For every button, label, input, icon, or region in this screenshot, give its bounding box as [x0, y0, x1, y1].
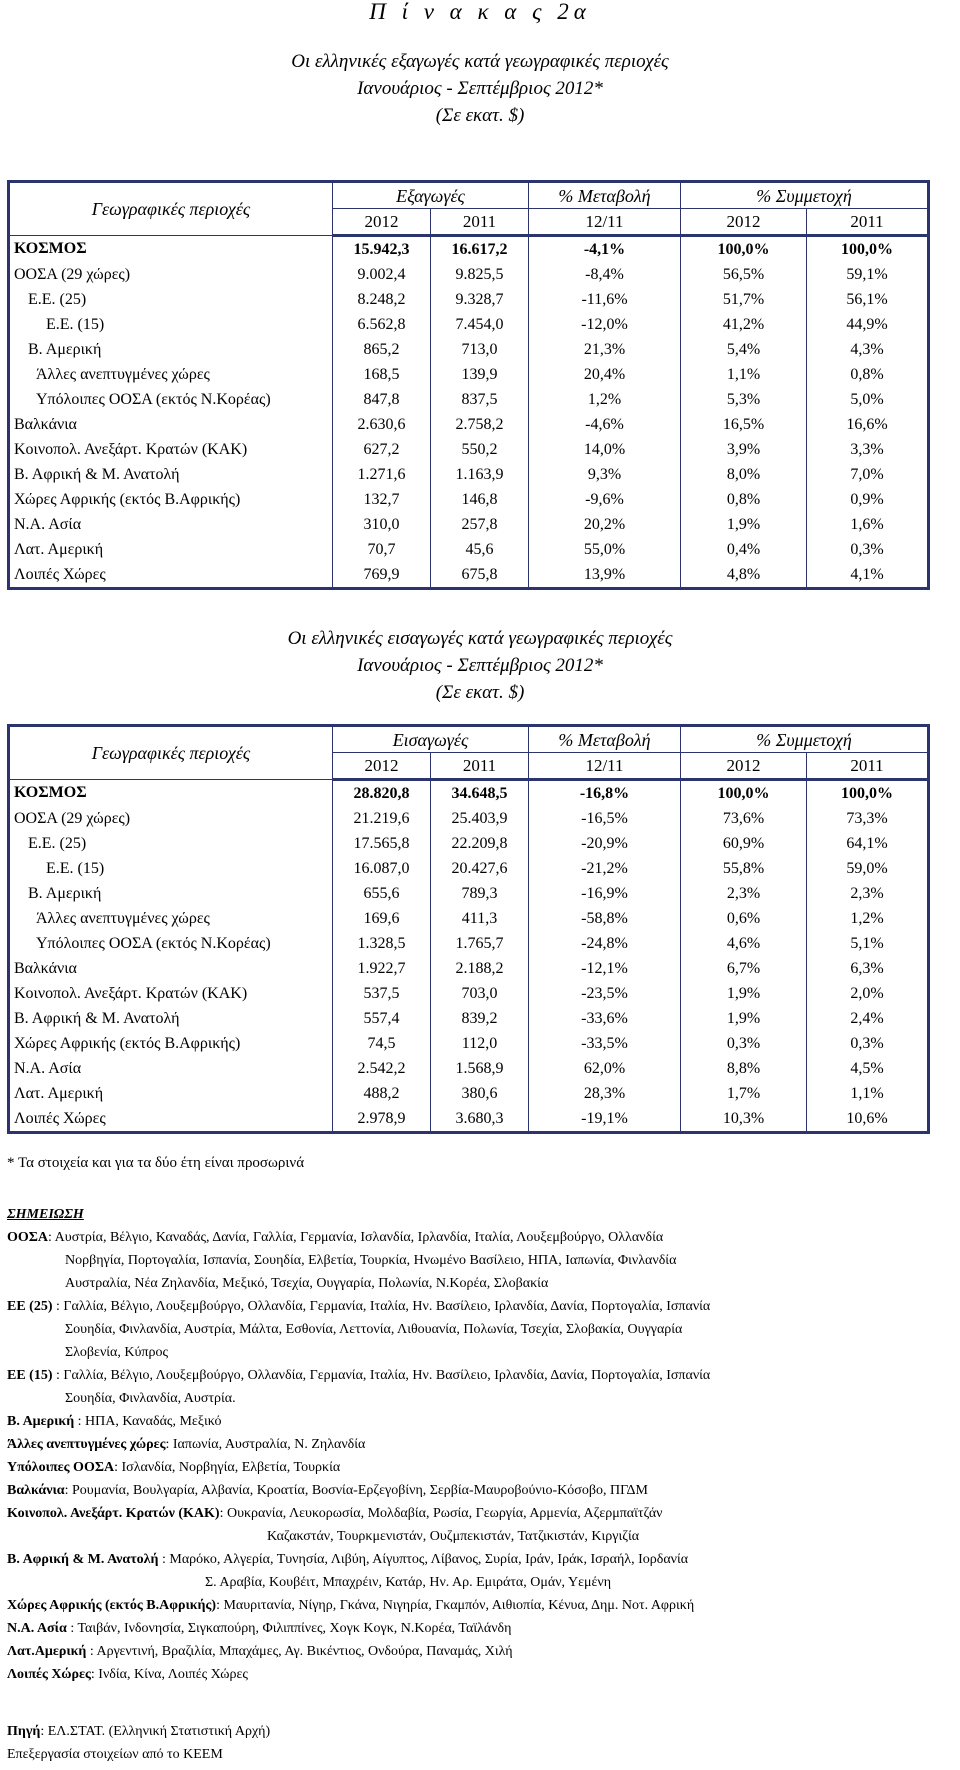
value-cell-s2011: 4,1%: [807, 562, 929, 589]
value-cell-v2011: 9.328,7: [431, 287, 529, 312]
value-cell-v2012: 70,7: [333, 537, 431, 562]
notes-heading: ΣΗΜΕΙΩΣΗ: [7, 1207, 84, 1222]
value-cell-s2012: 0,6%: [681, 906, 807, 931]
region-cell: Β. Αφρική & Μ. Ανατολή: [14, 1009, 180, 1027]
region-cell: Β. Αφρική & Μ. Ανατολή: [14, 465, 180, 483]
region-cell: Υπόλοιπες ΟΟΣΑ (εκτός Ν.Κορέας): [36, 934, 271, 952]
note-text-restoecd: : Ισλανδία, Νορβηγία, Ελβετία, Τουρκία: [114, 1460, 341, 1475]
notes-section: [7, 1203, 947, 1686]
region-cell: Ε.Ε. (25): [28, 834, 87, 852]
value-cell-s2011: 100,0%: [807, 236, 929, 263]
value-cell-s2011: 59,0%: [807, 856, 929, 881]
region-cell: ΚΟΣΜΟΣ: [14, 240, 87, 257]
value-cell-change: 62,0%: [529, 1056, 681, 1081]
region-cell: ΟΟΣΑ (29 χώρες): [14, 265, 131, 283]
value-cell-change: 20,4%: [529, 362, 681, 387]
value-cell-s2012: 10,3%: [681, 1106, 807, 1133]
source-section: [7, 1720, 270, 1766]
value-cell-v2012: 132,7: [333, 487, 431, 512]
table-row: [9, 1106, 929, 1133]
column-group-exports: Εξαγωγές: [333, 182, 529, 209]
region-cell: Άλλες ανεπτυγμένες χώρες: [36, 909, 210, 927]
value-cell-change: -21,2%: [529, 856, 681, 881]
value-cell-v2011: 703,0: [431, 981, 529, 1006]
column-header-2011: 2011: [431, 209, 529, 236]
value-cell-s2012: 56,5%: [681, 262, 807, 287]
column-header-share-2011: 2011: [807, 753, 929, 780]
value-cell-v2011: 7.454,0: [431, 312, 529, 337]
value-cell-change: 55,0%: [529, 537, 681, 562]
value-cell-v2011: 1.765,7: [431, 931, 529, 956]
value-cell-s2011: 44,9%: [807, 312, 929, 337]
value-cell-s2011: 100,0%: [807, 780, 929, 807]
note-label-ee25: ΕΕ (25): [7, 1299, 53, 1314]
value-cell-s2011: 4,3%: [807, 337, 929, 362]
value-cell-v2012: 627,2: [333, 437, 431, 462]
value-cell-s2011: 0,3%: [807, 1031, 929, 1056]
value-cell-v2011: 2.758,2: [431, 412, 529, 437]
value-cell-s2011: 0,9%: [807, 487, 929, 512]
region-cell: Λοιπές Χώρες: [14, 565, 106, 583]
region-cell: Βαλκάνια: [14, 959, 77, 977]
column-header-change-period: 12/11: [529, 753, 681, 780]
value-cell-change: -58,8%: [529, 906, 681, 931]
region-cell: Β. Αμερική: [28, 340, 102, 358]
value-cell-v2011: 713,0: [431, 337, 529, 362]
value-cell-v2011: 34.648,5: [431, 780, 529, 807]
value-cell-v2012: 15.942,3: [333, 236, 431, 263]
table-row: [9, 881, 929, 906]
imports-unit: (Σε εκατ. $): [435, 682, 525, 703]
note-text-ee25-1: : Γαλλία, Βέλγιο, Λουξεμβούργο, Ολλανδία, Γερμανία, Ιταλία, Ην. Βασίλειο, Ιρλανδία, Δανία, Πορτογαλία, Ισπανία: [52, 1299, 711, 1314]
column-header-region: Γεωγραφικές περιοχές: [9, 182, 333, 236]
note-text-developed: : Ιαπωνία, Αυστραλία, Ν. Ζηλανδία: [165, 1437, 366, 1452]
source-label: Πηγή: [7, 1724, 41, 1739]
table-row: [9, 1031, 929, 1056]
value-cell-change: 28,3%: [529, 1081, 681, 1106]
table-row: [9, 287, 929, 312]
footnote: * Τα στοιχεία και για τα δύο έτη είναι προσωρινά: [7, 1155, 305, 1171]
value-cell-s2011: 56,1%: [807, 287, 929, 312]
value-cell-v2012: 847,8: [333, 387, 431, 412]
note-text-balkans: : Ρουμανία, Βουλγαρία, Αλβανία, Κροατία, Βοσνία-Ερζεγοβίνη, Σερβία-Μαυροβούνιο-Κόσοβο, ΠΓΔΜ: [64, 1483, 648, 1498]
value-cell-change: -4,1%: [529, 236, 681, 263]
value-cell-s2011: 1,6%: [807, 512, 929, 537]
column-header-2012: 2012: [333, 209, 431, 236]
region-cell: Κοινοπολ. Ανεξάρτ. Κρατών (ΚΑΚ): [14, 984, 248, 1002]
value-cell-v2011: 380,6: [431, 1081, 529, 1106]
table-row: [9, 856, 929, 881]
value-cell-s2012: 6,7%: [681, 956, 807, 981]
column-header-2012: 2012: [333, 753, 431, 780]
value-cell-s2011: 59,1%: [807, 262, 929, 287]
value-cell-v2011: 675,8: [431, 562, 529, 589]
note-label-restoecd: Υπόλοιπες ΟΟΣΑ: [7, 1460, 115, 1475]
value-cell-v2012: 1.328,5: [333, 931, 431, 956]
value-cell-v2012: 21.219,6: [333, 806, 431, 831]
value-cell-s2011: 4,5%: [807, 1056, 929, 1081]
note-label-sea: Ν.Α. Ασία: [7, 1621, 67, 1636]
value-cell-v2011: 789,3: [431, 881, 529, 906]
table-row: [9, 562, 929, 589]
value-cell-v2011: 550,2: [431, 437, 529, 462]
region-cell: Ν.Α. Ασία: [14, 515, 82, 533]
value-cell-change: -11,6%: [529, 287, 681, 312]
page-title: Π ί ν α κ α ς 2α: [369, 0, 591, 24]
column-group-imports: Εισαγωγές: [333, 726, 529, 753]
table-row: [9, 537, 929, 562]
value-cell-v2011: 22.209,8: [431, 831, 529, 856]
note-text-oosa-1: : Αυστρία, Βέλγιο, Καναδάς, Δανία, Γαλλία, Γερμανία, Ισλανδία, Ιρλανδία, Ιταλία, Λουξεμβούργο, Ολλανδία: [48, 1230, 664, 1245]
region-cell: Λατ. Αμερική: [14, 1084, 104, 1102]
table-row: [9, 1081, 929, 1106]
note-text-ee15-1: : Γαλλία, Βέλγιο, Λουξεμβούργο, Ολλανδία, Γερμανία, Ιταλία, Ην. Βασίλειο, Ιρλανδία, Δανία, Πορτογαλία, Ισπανία: [52, 1368, 711, 1383]
value-cell-s2011: 64,1%: [807, 831, 929, 856]
table-row: [9, 956, 929, 981]
note-label-namerica: Β. Αμερική: [7, 1414, 75, 1429]
table-row: [9, 806, 929, 831]
exports-table: [7, 180, 930, 590]
table-row: [9, 412, 929, 437]
region-cell: ΚΟΣΜΟΣ: [14, 784, 87, 801]
value-cell-v2012: 2.542,2: [333, 1056, 431, 1081]
value-cell-v2012: 655,6: [333, 881, 431, 906]
value-cell-v2011: 1.568,9: [431, 1056, 529, 1081]
column-group-share: % Συμμετοχή: [681, 726, 929, 753]
value-cell-s2011: 3,3%: [807, 437, 929, 462]
note-label-africa: Χώρες Αφρικής (εκτός Β.Αφρικής): [7, 1598, 217, 1613]
value-cell-v2011: 839,2: [431, 1006, 529, 1031]
exports-title: Οι ελληνικές εξαγωγές κατά γεωγραφικές περιοχές: [291, 51, 669, 72]
note-text-oosa-2: Νορβηγία, Πορτογαλία, Ισπανία, Σουηδία, Ελβετία, Τουρκία, Ηνωμένο Βασίλειο, ΗΠΑ, Ιαπωνία, Φινλανδία: [65, 1253, 677, 1268]
value-cell-change: 9,3%: [529, 462, 681, 487]
value-cell-s2011: 5,0%: [807, 387, 929, 412]
note-text-cis-2: Καζακστάν, Τουρκμενιστάν, Ουζμπεκιστάν, Τατζικιστάν, Κιργιζία: [267, 1529, 640, 1544]
table-row: [9, 236, 929, 263]
region-cell: Β. Αμερική: [28, 884, 102, 902]
value-cell-change: -9,6%: [529, 487, 681, 512]
region-cell: Ν.Α. Ασία: [14, 1059, 82, 1077]
value-cell-s2011: 16,6%: [807, 412, 929, 437]
value-cell-s2012: 5,3%: [681, 387, 807, 412]
table-row: [9, 512, 929, 537]
column-header-region: Γεωγραφικές περιοχές: [9, 726, 333, 780]
note-text-africa: : Μαυριτανία, Νίγηρ, Γκάνα, Νιγηρία, Γκαμπόν, Αιθιοπία, Κένυα, Δημ. Νοτ. Αφρική: [216, 1598, 695, 1613]
note-label-ee15: ΕΕ (15): [7, 1368, 53, 1383]
value-cell-s2012: 1,1%: [681, 362, 807, 387]
value-cell-s2012: 0,4%: [681, 537, 807, 562]
value-cell-change: -23,5%: [529, 981, 681, 1006]
region-cell: Ε.Ε. (15): [46, 859, 105, 877]
value-cell-v2011: 257,8: [431, 512, 529, 537]
value-cell-change: -33,6%: [529, 1006, 681, 1031]
region-cell: Χώρες Αφρικής (εκτός Β.Αφρικής): [14, 1034, 241, 1052]
value-cell-v2011: 139,9: [431, 362, 529, 387]
value-cell-v2011: 2.188,2: [431, 956, 529, 981]
value-cell-s2011: 10,6%: [807, 1106, 929, 1133]
note-label-other: Λοιπές Χώρες: [7, 1667, 91, 1682]
value-cell-v2011: 25.403,9: [431, 806, 529, 831]
column-group-share: % Συμμετοχή: [681, 182, 929, 209]
note-label-balkans: Βαλκάνια: [7, 1483, 65, 1498]
note-label-developed: Άλλες ανεπτυγμένες χώρες: [7, 1437, 166, 1452]
value-cell-s2012: 55,8%: [681, 856, 807, 881]
value-cell-change: -4,6%: [529, 412, 681, 437]
exports-period: Ιανουάριος - Σεπτέμβριος 2012*: [357, 78, 603, 99]
value-cell-s2011: 0,3%: [807, 537, 929, 562]
value-cell-v2012: 9.002,4: [333, 262, 431, 287]
value-cell-s2011: 5,1%: [807, 931, 929, 956]
region-cell: Κοινοπολ. Ανεξάρτ. Κρατών (ΚΑΚ): [14, 440, 248, 458]
value-cell-change: -16,9%: [529, 881, 681, 906]
value-cell-v2011: 20.427,6: [431, 856, 529, 881]
column-group-change: % Μεταβολή: [529, 726, 681, 753]
region-cell: ΟΟΣΑ (29 χώρες): [14, 809, 131, 827]
value-cell-s2012: 1,9%: [681, 1006, 807, 1031]
note-text-mena-1: : Μαρόκο, Αλγερία, Τυνησία, Λιβύη, Αίγυπτος, Λίβανος, Συρία, Ιράν, Ιράκ, Ισραήλ, Ιορδανία: [158, 1552, 689, 1567]
value-cell-v2012: 310,0: [333, 512, 431, 537]
value-cell-change: -33,5%: [529, 1031, 681, 1056]
value-cell-s2012: 5,4%: [681, 337, 807, 362]
value-cell-v2012: 769,9: [333, 562, 431, 589]
value-cell-v2012: 1.271,6: [333, 462, 431, 487]
value-cell-s2012: 100,0%: [681, 236, 807, 263]
column-group-change: % Μεταβολή: [529, 182, 681, 209]
value-cell-s2012: 51,7%: [681, 287, 807, 312]
note-label-latam: Λατ.Αμερική: [7, 1644, 87, 1659]
value-cell-s2012: 2,3%: [681, 881, 807, 906]
value-cell-v2012: 17.565,8: [333, 831, 431, 856]
value-cell-v2012: 1.922,7: [333, 956, 431, 981]
value-cell-v2012: 557,4: [333, 1006, 431, 1031]
table-row: [9, 1006, 929, 1031]
value-cell-change: -16,5%: [529, 806, 681, 831]
note-text-ee25-3: Σλοβενία, Κύπρος: [65, 1345, 169, 1360]
value-cell-s2011: 6,3%: [807, 956, 929, 981]
table-row: [9, 437, 929, 462]
value-cell-v2012: 2.630,6: [333, 412, 431, 437]
region-cell: Ε.Ε. (25): [28, 290, 87, 308]
value-cell-v2011: 45,6: [431, 537, 529, 562]
value-cell-s2012: 4,8%: [681, 562, 807, 589]
value-cell-s2012: 16,5%: [681, 412, 807, 437]
value-cell-s2012: 3,9%: [681, 437, 807, 462]
note-text-oosa-3: Αυστραλία, Νέα Ζηλανδία, Μεξικό, Τσεχία, Ουγγαρία, Πολωνία, Ν.Κορέα, Σλοβακία: [65, 1276, 549, 1291]
value-cell-s2012: 73,6%: [681, 806, 807, 831]
table-row: [9, 262, 929, 287]
note-text-sea: : Ταιβάν, Ινδονησία, Σιγκαπούρη, Φιλιππίνες, Χογκ Κογκ, Ν.Κορέα, Ταϊλάνδη: [66, 1621, 512, 1636]
table-row: [9, 981, 929, 1006]
table-row: [9, 831, 929, 856]
value-cell-v2011: 112,0: [431, 1031, 529, 1056]
value-cell-v2011: 16.617,2: [431, 236, 529, 263]
note-text-other: : Ινδία, Κίνα, Λοιπές Χώρες: [90, 1667, 248, 1682]
value-cell-v2012: 6.562,8: [333, 312, 431, 337]
value-cell-change: -12,1%: [529, 956, 681, 981]
value-cell-v2012: 8.248,2: [333, 287, 431, 312]
table-row: [9, 906, 929, 931]
value-cell-v2011: 1.163,9: [431, 462, 529, 487]
note-label-oosa: ΟΟΣΑ: [7, 1230, 49, 1245]
value-cell-s2012: 1,9%: [681, 981, 807, 1006]
value-cell-v2012: 169,6: [333, 906, 431, 931]
value-cell-s2011: 0,8%: [807, 362, 929, 387]
value-cell-s2011: 73,3%: [807, 806, 929, 831]
value-cell-v2011: 9.825,5: [431, 262, 529, 287]
note-text-cis-1: : Ουκρανία, Λευκορωσία, Μολδαβία, Ρωσία, Γεωργία, Αρμενία, Αζερμπαϊτζάν: [219, 1506, 663, 1521]
region-cell: Λοιπές Χώρες: [14, 1109, 106, 1127]
note-text-mena-2: Σ. Αραβία, Κουβέιτ, Μπαχρέιν, Κατάρ, Ην. Αρ. Εμιράτα, Ομάν, Υεμένη: [205, 1575, 612, 1590]
value-cell-s2011: 1,2%: [807, 906, 929, 931]
value-cell-v2011: 411,3: [431, 906, 529, 931]
value-cell-change: 20,2%: [529, 512, 681, 537]
column-header-change-period: 12/11: [529, 209, 681, 236]
region-cell: Άλλες ανεπτυγμένες χώρες: [36, 365, 210, 383]
table-row: [9, 487, 929, 512]
note-label-mena: Β. Αφρική & Μ. Ανατολή: [7, 1552, 159, 1567]
value-cell-change: 14,0%: [529, 437, 681, 462]
region-cell: Βαλκάνια: [14, 415, 77, 433]
value-cell-s2012: 1,9%: [681, 512, 807, 537]
value-cell-v2011: 146,8: [431, 487, 529, 512]
note-text-latam: : Αργεντινή, Βραζιλία, Μπαχάμες, Αγ. Βικέντιος, Ονδούρα, Παναμάς, Χιλή: [86, 1644, 513, 1659]
table-row: [9, 387, 929, 412]
value-cell-s2011: 2,0%: [807, 981, 929, 1006]
value-cell-change: 13,9%: [529, 562, 681, 589]
value-cell-change: -8,4%: [529, 262, 681, 287]
table-row: [9, 362, 929, 387]
region-cell: Λατ. Αμερική: [14, 540, 104, 558]
table-row: [9, 780, 929, 807]
value-cell-s2012: 41,2%: [681, 312, 807, 337]
note-text-ee15-2: Σουηδία, Φινλανδία, Αυστρία.: [65, 1391, 236, 1406]
note-label-cis: Κοινοπολ. Ανεξάρτ. Κρατών (ΚΑΚ): [7, 1506, 220, 1521]
table-row: [9, 462, 929, 487]
imports-period: Ιανουάριος - Σεπτέμβριος 2012*: [357, 655, 603, 676]
value-cell-s2012: 8,0%: [681, 462, 807, 487]
value-cell-v2012: 74,5: [333, 1031, 431, 1056]
value-cell-change: -19,1%: [529, 1106, 681, 1133]
column-header-share-2011: 2011: [807, 209, 929, 236]
column-header-share-2012: 2012: [681, 209, 807, 236]
value-cell-s2012: 4,6%: [681, 931, 807, 956]
note-text-namerica: : ΗΠΑ, Καναδάς, Μεξικό: [74, 1414, 222, 1429]
exports-unit: (Σε εκατ. $): [435, 105, 525, 126]
table-row: [9, 931, 929, 956]
value-cell-s2012: 60,9%: [681, 831, 807, 856]
source-processing: Επεξεργασία στοιχείων από το ΚΕΕΜ: [7, 1747, 223, 1762]
source-text: : ΕΛ.ΣΤΑΤ. (Ελληνική Στατιστική Αρχή): [40, 1724, 271, 1739]
value-cell-v2012: 28.820,8: [333, 780, 431, 807]
value-cell-s2012: 1,7%: [681, 1081, 807, 1106]
value-cell-s2012: 0,3%: [681, 1031, 807, 1056]
value-cell-v2011: 837,5: [431, 387, 529, 412]
value-cell-v2012: 16.087,0: [333, 856, 431, 881]
value-cell-s2011: 7,0%: [807, 462, 929, 487]
imports-title: Οι ελληνικές εισαγωγές κατά γεωγραφικές περιοχές: [287, 628, 673, 649]
value-cell-change: -16,8%: [529, 780, 681, 807]
value-cell-v2012: 865,2: [333, 337, 431, 362]
value-cell-s2011: 2,4%: [807, 1006, 929, 1031]
value-cell-s2012: 100,0%: [681, 780, 807, 807]
column-header-share-2012: 2012: [681, 753, 807, 780]
value-cell-s2012: 8,8%: [681, 1056, 807, 1081]
value-cell-change: -20,9%: [529, 831, 681, 856]
value-cell-v2011: 3.680,3: [431, 1106, 529, 1133]
region-cell: Ε.Ε. (15): [46, 315, 105, 333]
value-cell-s2012: 0,8%: [681, 487, 807, 512]
value-cell-change: 1,2%: [529, 387, 681, 412]
value-cell-change: -24,8%: [529, 931, 681, 956]
column-header-2011: 2011: [431, 753, 529, 780]
value-cell-change: 21,3%: [529, 337, 681, 362]
table-row: [9, 337, 929, 362]
note-text-ee25-2: Σουηδία, Φινλανδία, Αυστρία, Μάλτα, Εσθονία, Λεττονία, Λιθουανία, Πολωνία, Τσεχία, Σλοβακία, Ουγγαρία: [65, 1322, 683, 1337]
region-cell: Υπόλοιπες ΟΟΣΑ (εκτός Ν.Κορέας): [36, 390, 271, 408]
value-cell-v2012: 2.978,9: [333, 1106, 431, 1133]
value-cell-v2012: 537,5: [333, 981, 431, 1006]
value-cell-v2012: 168,5: [333, 362, 431, 387]
table-row: [9, 312, 929, 337]
value-cell-s2011: 2,3%: [807, 881, 929, 906]
region-cell: Χώρες Αφρικής (εκτός Β.Αφρικής): [14, 490, 241, 508]
imports-table: [7, 724, 930, 1134]
table-row: [9, 1056, 929, 1081]
value-cell-change: -12,0%: [529, 312, 681, 337]
value-cell-s2011: 1,1%: [807, 1081, 929, 1106]
value-cell-v2012: 488,2: [333, 1081, 431, 1106]
